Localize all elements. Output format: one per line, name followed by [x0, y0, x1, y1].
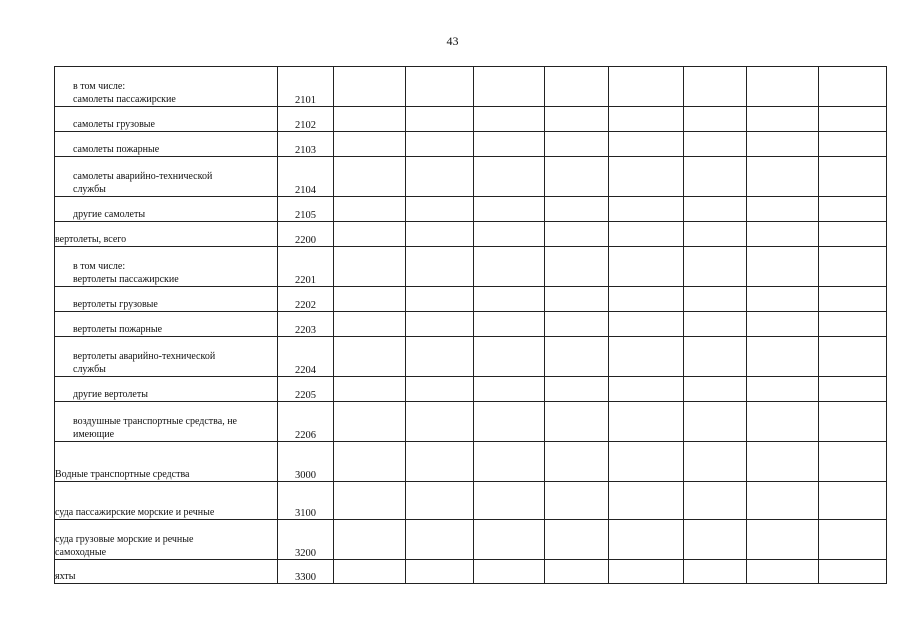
data-cell: [474, 402, 545, 442]
data-cell: [474, 377, 545, 402]
data-cell: [747, 132, 819, 157]
data-cell: [684, 247, 747, 287]
data-cell: [747, 337, 819, 377]
data-cell: [474, 312, 545, 337]
data-cell: [545, 247, 609, 287]
data-cell: [406, 67, 474, 107]
data-cell: [334, 197, 406, 222]
data-cell: [684, 482, 747, 520]
data-cell: [819, 132, 887, 157]
table-row: [55, 377, 887, 402]
data-cell: [334, 442, 406, 482]
data-cell: [819, 560, 887, 584]
data-cell: [747, 287, 819, 312]
data-cell: [545, 482, 609, 520]
row-code: 2203: [278, 312, 334, 337]
table-row: [55, 222, 887, 247]
data-cell: [334, 157, 406, 197]
row-code: 3100: [278, 482, 334, 520]
data-cell: [819, 482, 887, 520]
data-cell: [545, 157, 609, 197]
data-cell: [747, 197, 819, 222]
data-cell: [406, 107, 474, 132]
data-cell: [334, 132, 406, 157]
data-cell: [474, 337, 545, 377]
data-cell: [334, 402, 406, 442]
data-cell: [545, 132, 609, 157]
data-cell: [474, 67, 545, 107]
data-cell: [819, 157, 887, 197]
row-name: другие самолеты: [55, 197, 278, 222]
row-name: вертолеты аварийно-технической службы: [55, 337, 278, 377]
data-cell: [406, 157, 474, 197]
data-cell: [747, 402, 819, 442]
row-name: суда пассажирские морские и речные: [55, 482, 278, 520]
data-cell: [406, 442, 474, 482]
data-cell: [609, 247, 684, 287]
page-number: 43: [446, 34, 459, 48]
data-cell: [609, 222, 684, 247]
row-code: 2206: [278, 402, 334, 442]
row-name: самолеты пожарные: [55, 132, 278, 157]
data-cell: [747, 157, 819, 197]
table-row: [55, 157, 887, 197]
data-cell: [609, 377, 684, 402]
data-cell: [819, 377, 887, 402]
data-cell: [474, 482, 545, 520]
data-cell: [684, 377, 747, 402]
data-cell: [334, 287, 406, 312]
table-row: [55, 442, 887, 482]
data-cell: [406, 482, 474, 520]
data-cell: [334, 247, 406, 287]
data-cell: [819, 402, 887, 442]
row-name: самолеты грузовые: [55, 107, 278, 132]
data-cell: [334, 312, 406, 337]
data-cell: [474, 197, 545, 222]
data-cell: [334, 222, 406, 247]
data-cell: [609, 197, 684, 222]
data-cell: [819, 337, 887, 377]
data-cell: [334, 67, 406, 107]
row-name: вертолеты, всего: [55, 222, 278, 247]
data-cell: [609, 287, 684, 312]
data-cell: [819, 520, 887, 560]
data-cell: [747, 482, 819, 520]
row-name: вертолеты грузовые: [55, 287, 278, 312]
data-cell: [819, 442, 887, 482]
data-cell: [609, 560, 684, 584]
data-cell: [334, 482, 406, 520]
row-code: 3200: [278, 520, 334, 560]
data-cell: [747, 442, 819, 482]
data-cell: [684, 67, 747, 107]
data-cell: [474, 287, 545, 312]
data-cell: [406, 222, 474, 247]
data-cell: [684, 312, 747, 337]
data-cell: [545, 312, 609, 337]
table-row: [55, 520, 887, 560]
row-name: в том числе: самолеты пассажирские: [55, 67, 278, 107]
data-cell: [474, 247, 545, 287]
row-code: 3300: [278, 560, 334, 584]
row-name: самолеты аварийно-технической службы: [55, 157, 278, 197]
table-row: [55, 337, 887, 377]
report-table: [54, 66, 887, 584]
row-name: яхты: [55, 560, 278, 584]
data-cell: [609, 402, 684, 442]
data-cell: [609, 482, 684, 520]
row-name: в том числе: вертолеты пассажирские: [55, 247, 278, 287]
data-cell: [747, 67, 819, 107]
data-cell: [609, 442, 684, 482]
data-cell: [334, 377, 406, 402]
data-cell: [819, 247, 887, 287]
data-cell: [545, 560, 609, 584]
data-cell: [406, 312, 474, 337]
data-cell: [684, 107, 747, 132]
data-cell: [609, 157, 684, 197]
data-cell: [406, 402, 474, 442]
table-row: [55, 247, 887, 287]
row-code: 2200: [278, 222, 334, 247]
row-code: 2102: [278, 107, 334, 132]
data-cell: [684, 157, 747, 197]
data-cell: [819, 287, 887, 312]
data-cell: [474, 222, 545, 247]
data-cell: [609, 132, 684, 157]
data-cell: [684, 132, 747, 157]
row-code: 3000: [278, 442, 334, 482]
data-cell: [545, 520, 609, 560]
row-name: вертолеты пожарные: [55, 312, 278, 337]
data-cell: [406, 520, 474, 560]
data-cell: [684, 560, 747, 584]
data-cell: [406, 197, 474, 222]
data-cell: [474, 520, 545, 560]
data-cell: [545, 222, 609, 247]
table-row: [55, 312, 887, 337]
data-cell: [334, 337, 406, 377]
data-cell: [474, 157, 545, 197]
data-cell: [545, 107, 609, 132]
data-cell: [747, 520, 819, 560]
row-name: Водные транспортные средства: [55, 442, 278, 482]
data-cell: [334, 520, 406, 560]
data-cell: [545, 442, 609, 482]
table-row: [55, 482, 887, 520]
row-code: 2202: [278, 287, 334, 312]
data-cell: [406, 247, 474, 287]
data-cell: [747, 560, 819, 584]
row-code: 2104: [278, 157, 334, 197]
table-row: [55, 560, 887, 584]
data-cell: [684, 197, 747, 222]
table-row: [55, 402, 887, 442]
data-cell: [545, 377, 609, 402]
data-cell: [406, 132, 474, 157]
data-cell: [406, 560, 474, 584]
data-cell: [684, 337, 747, 377]
row-name: другие вертолеты: [55, 377, 278, 402]
row-code: 2204: [278, 337, 334, 377]
table-body: [55, 67, 887, 584]
data-cell: [609, 520, 684, 560]
data-cell: [747, 222, 819, 247]
data-cell: [819, 67, 887, 107]
data-cell: [747, 312, 819, 337]
table-row: [55, 132, 887, 157]
table-row: [55, 107, 887, 132]
data-cell: [819, 312, 887, 337]
data-cell: [545, 337, 609, 377]
data-cell: [545, 402, 609, 442]
data-cell: [334, 560, 406, 584]
row-code: 2103: [278, 132, 334, 157]
table-row: [55, 197, 887, 222]
table-row: [55, 287, 887, 312]
data-cell: [819, 222, 887, 247]
table-row: [55, 67, 887, 107]
data-cell: [609, 312, 684, 337]
data-cell: [474, 107, 545, 132]
data-cell: [684, 287, 747, 312]
data-cell: [747, 247, 819, 287]
data-cell: [819, 197, 887, 222]
data-cell: [334, 107, 406, 132]
data-cell: [545, 287, 609, 312]
row-code: 2201: [278, 247, 334, 287]
data-cell: [747, 107, 819, 132]
row-name: суда грузовые морские и речные самоходные: [55, 520, 278, 560]
data-cell: [474, 132, 545, 157]
data-cell: [609, 67, 684, 107]
data-cell: [684, 402, 747, 442]
data-cell: [609, 337, 684, 377]
row-code: 2105: [278, 197, 334, 222]
data-cell: [474, 442, 545, 482]
row-code: 2205: [278, 377, 334, 402]
data-cell: [609, 107, 684, 132]
data-cell: [406, 337, 474, 377]
data-cell: [545, 197, 609, 222]
data-cell: [684, 520, 747, 560]
data-cell: [819, 107, 887, 132]
data-cell: [545, 67, 609, 107]
row-name: воздушные транспортные средства, не имеющие: [55, 402, 278, 442]
data-cell: [406, 377, 474, 402]
data-cell: [747, 377, 819, 402]
data-cell: [684, 442, 747, 482]
data-cell: [406, 287, 474, 312]
row-code: 2101: [278, 67, 334, 107]
data-cell: [474, 560, 545, 584]
data-cell: [684, 222, 747, 247]
